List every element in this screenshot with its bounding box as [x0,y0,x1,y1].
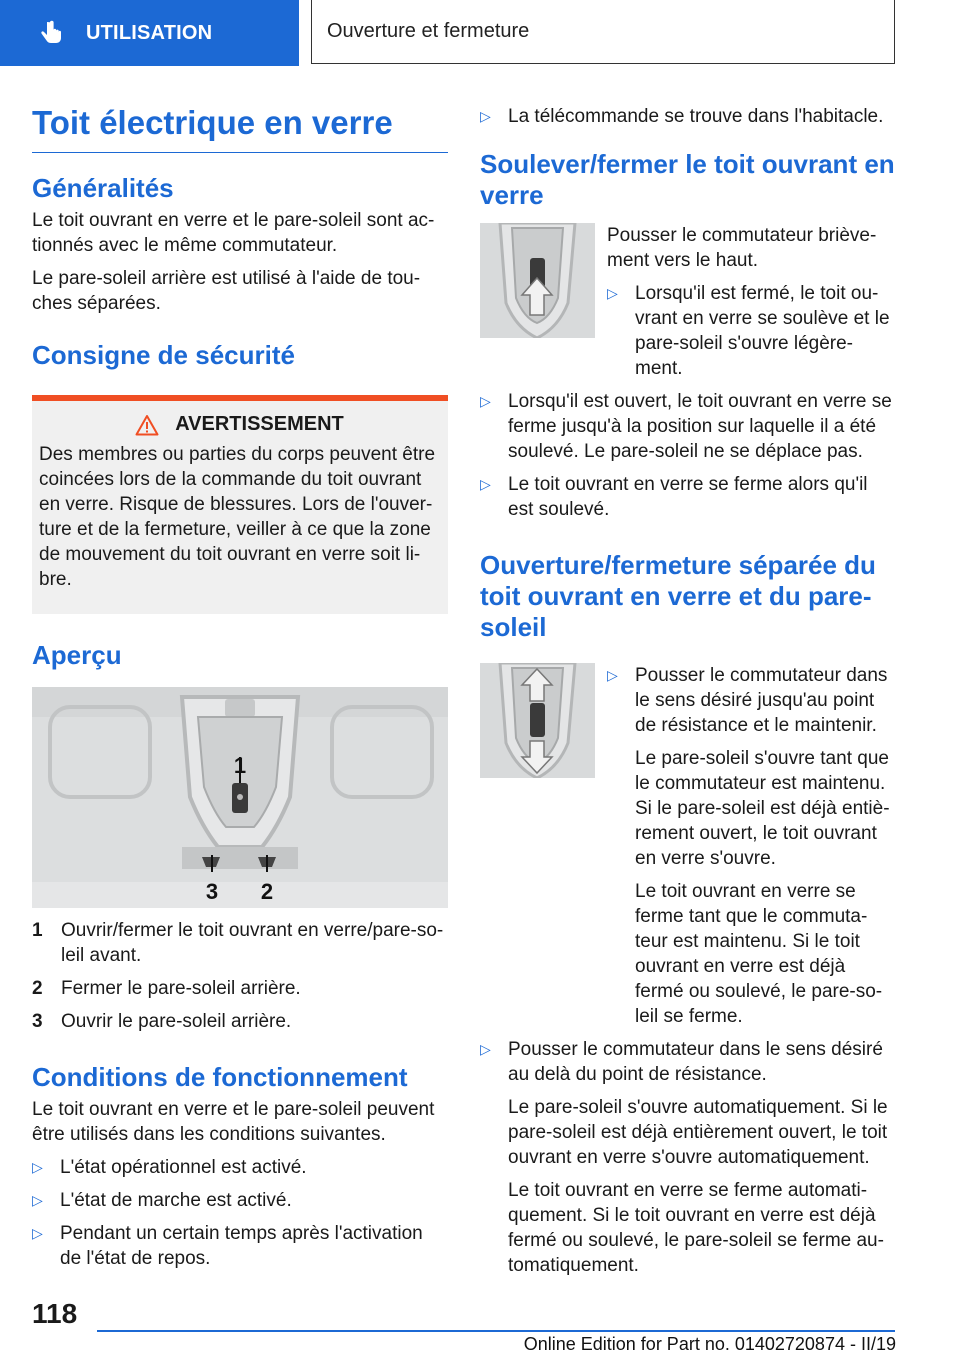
bullet-triangle-icon: ▷ [480,108,491,124]
generalites-p1: Le toit ouvrant en verre et le pare-soleil sont ac-tionnés avec le même commutateur. [32,210,435,256]
bullet-text: Le toit ouvrant en verre se ferme automati-quement. Si le toit ouvrant en verre est déjà fermé ou soulevé, le pare-soleil se ferme au-tomatiquement. [508,1180,884,1276]
bullet-text: Le pare-soleil s'ouvre tant que le commutateur est maintenu. Si le pare-soleil est déjà entiè-rement ouvert, le toit ouvrant en verre s'ouvre. [635,748,890,869]
warning-box [32,401,448,614]
list-item [32,918,448,968]
bullet-text: Le toit ouvrant en verre se ferme tant que le commuta-teur est maintenu. Si le toit ouvrant en verre est déjà fermé ou soulevé, le pare-so-leil se ferme. [635,881,883,1027]
list-item [607,663,896,1029]
item-text: Fermer le pare-soleil arrière. [61,978,301,999]
section-label: UTILISATION [86,21,213,44]
list-item [32,1009,448,1034]
bullet-triangle-icon: ▷ [32,1225,43,1241]
bullet-text: Lorsqu'il est ouvert, le toit ouvrant en verre se ferme jusqu'à la position sur laquelle il a été soulevé. Le pare-soleil ne se déplace pas. [508,391,892,462]
item-number: 2 [32,978,43,999]
bullet-text: Pousser le commutateur dans le sens désiré jusqu'au point de résistance et le maintenir. [635,665,888,736]
item-text: Ouvrir le pare-soleil arrière. [61,1011,292,1032]
heading-soulever: Soulever/fermer le toit ouvrant en verre [480,149,895,210]
hand-pointer-icon [36,18,66,48]
right-column [480,100,896,1278]
list-item [32,1221,448,1271]
overview-label-1: 1 [233,753,247,778]
list-item [32,1188,448,1213]
bullet-text: La télécommande se trouve dans l'habitacle. [508,106,884,127]
warning-text: Des membres ou parties du corps peuvent être coincées lors de la commande du toit ouvrant en verre. Risque de blessures. Lors de l'ouver-ture et de la fermeture, veiller à ce que la zone de mouvement du toit ouvrant en verre soit li-bre. [39,444,436,590]
bullet-text: Le toit ouvrant en verre se ferme alors qu'il est soulevé. [508,474,868,520]
conditions-intro: Le toit ouvrant en verre et le pare-soleil peuvent être utilisés dans les conditions suivantes. [32,1099,435,1145]
chapter-label: Ouverture et fermeture [327,20,530,42]
list-item [480,1037,896,1278]
bullet-triangle-icon: ▷ [480,1041,491,1057]
switch-updown-image [480,663,595,778]
list-item [32,1155,448,1180]
list-item [32,976,448,1001]
list-item [480,389,896,464]
list-item [607,281,896,381]
overview-image [32,687,448,908]
switch-up-image [480,223,595,338]
bullet-text: L'état opérationnel est activé. [60,1157,307,1178]
bullet-triangle-icon: ▷ [607,667,618,683]
bullet-text: Le pare-soleil s'ouvre automatiquement. Si le pare-soleil est déjà entièrement ouvert, le toit ouvrant en verre s'ouvre automatiquement. [508,1097,888,1168]
heading-securite: Consigne de sécurité [32,340,295,370]
bullet-triangle-icon: ▷ [480,393,491,409]
bullet-triangle-icon: ▷ [32,1192,43,1208]
bullet-triangle-icon: ▷ [607,285,618,301]
bullet-text: L'état de marche est activé. [60,1190,292,1211]
heading-apercu: Aperçu [32,640,122,670]
bullet-text: Pousser le commutateur dans le sens désiré au delà du point de résistance. [508,1039,883,1085]
list-item [480,104,896,129]
page-number: 118 [32,1298,78,1329]
bullet-triangle-icon: ▷ [480,476,491,492]
edition-text: Online Edition for Part no. 01402720874 - II/19 [523,1334,896,1354]
list-item [480,472,896,522]
item-number: 3 [32,1011,43,1032]
section-tab[interactable] [0,0,299,66]
left-column [32,100,448,1271]
overview-label-3: 3 [205,879,219,904]
page-title: Toit électrique en verre [32,100,448,153]
bullet-text: Pendant un certain temps après l'activation de l'état de repos. [60,1223,423,1269]
item-text: Ouvrir/fermer le toit ouvrant en verre/pare-so-leil avant. [61,920,444,966]
overview-list [32,918,448,1034]
generalites-p2: Le pare-soleil arrière est utilisé à l'aide de tou-ches séparées. [32,268,421,314]
bullet-text: Lorsqu'il est fermé, le toit ou-vrant en verre se soulève et le pare-soleil s'ouvre légère-ment. [635,283,890,379]
chapter-tab[interactable] [311,0,895,64]
warning-title: AVERTISSEMENT [175,413,344,435]
overview-label-2: 2 [260,879,274,904]
warning-triangle-icon [135,414,159,436]
heading-generalites: Généralités [32,173,174,203]
heading-separee: Ouverture/fermeture séparée du toit ouvrant en verre et du pare-soleil [480,550,876,642]
bullet-triangle-icon: ▷ [32,1159,43,1175]
footer-rule [97,1330,895,1332]
heading-conditions: Conditions de fonctionnement [32,1062,408,1092]
soulever-instruction: Pousser le commutateur briève-ment vers le haut. [607,225,877,271]
item-number: 1 [32,920,43,941]
